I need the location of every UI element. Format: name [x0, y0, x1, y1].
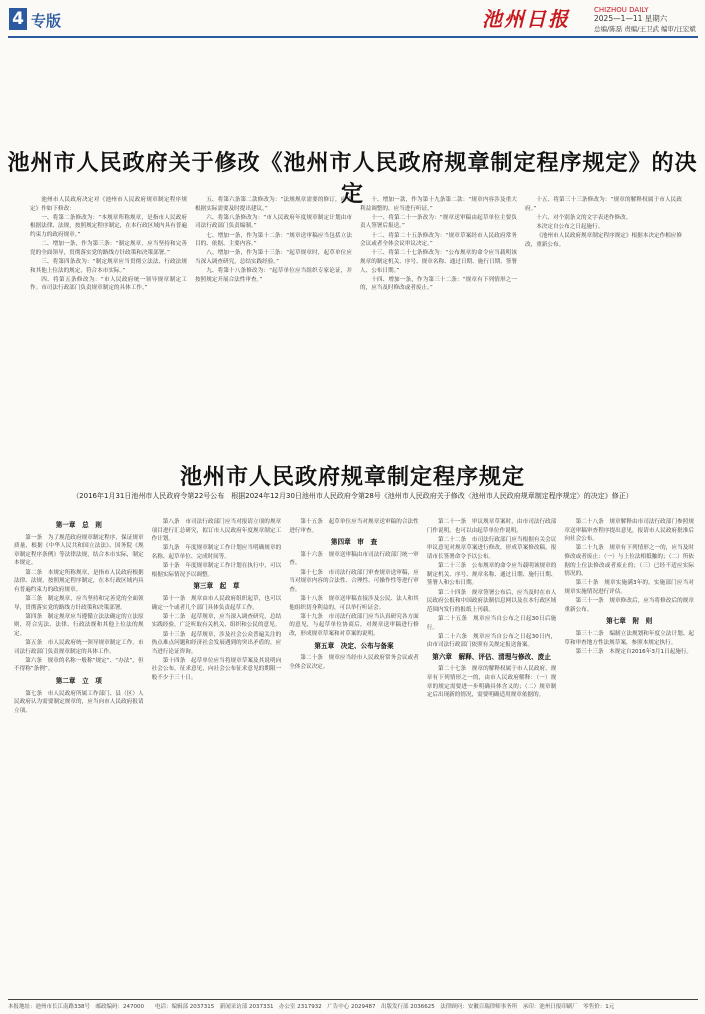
- article2-paragraph: 第二十七条 规章的解释权属于市人民政府。规章有下列情形之一的，由市人民政府解释：（一）规章的规定需要进一步明确具体含义的；（二）规章制定后出现新的情况，需要明确适用规章依据的。: [426, 666, 557, 699]
- article2-paragraph: 第二十三条 公布规章的命令应当载明该规章的制定机关、序号、规章名称、通过日期、施行日期、签署人和公布日期。: [426, 563, 557, 587]
- article2-paragraph: 第十条 年度规章制定工作计划在执行中，可以根据实际情况予以调整。: [151, 563, 282, 578]
- article2-paragraph: 第三条 制定规章，应当坚持和完善党的全面领导，贯彻落实党的路线方针政策和决策部署。: [14, 595, 144, 611]
- article1-paragraph: 十二、将第二十五条修改为：“规章草案经市人民政府常务会议或者全体会议审议决定。”: [360, 232, 517, 248]
- article1-paragraph: 十三、将第二十七条修改为：“公布规章的命令应当载明该规章的制定机关、序号、规章名称、通过日期、施行日期、签署人、公布日期。”: [360, 250, 517, 274]
- article2-column: [14, 518, 144, 1000]
- article2-paragraph: 第二条 本规定所称规章，是指市人民政府根据法律、法规，按照规定程序制定，在本行政区域内具有普遍约束力的政府规章。: [14, 569, 144, 593]
- article1-paragraph: 五、将第六条第二款修改为：“法规规章需要的修订，应当根据实际需要及时提出建议。”: [195, 197, 352, 212]
- newspaper-logo-subtitle: CHIZHOU DAILY: [594, 6, 649, 14]
- editor-credits: 总编/陈磊 责编/王卫武 编审/汪宏斌: [594, 25, 696, 33]
- chapter-heading: 第二章 立 项: [55, 677, 102, 686]
- article1-paragraph: 池州市人民政府决定对《池州市人民政府规章制定程序规定》作如下修改：: [30, 197, 187, 212]
- masthead: [0, 0, 705, 38]
- article2-paragraph: 第十三条 起草规章，涉及社会公众普遍关注的热点难点问题和经济社会发展遇到的突出矛盾的，应当进行论证咨询。: [151, 631, 282, 655]
- article2-paragraph: 第八条 市司法行政部门应当对报请立项的规章项目进行汇总研究，拟订市人民政府年度规章制定工作计划。: [151, 519, 282, 543]
- article2-paragraph: 第九条 年度规章制定工作计划应当明确规章的名称、起草单位、完成时间等。: [151, 545, 282, 560]
- article2-paragraph: 第十二条 起草规章，应当深入调查研究，总结实践经验，广泛听取有关机关、组织和公民的意见。: [151, 613, 282, 629]
- article2-paragraph: 第二十六条 规章应当自公布之日起30日内，由市司法行政部门依照有关规定报送备案。: [426, 633, 557, 649]
- article2-paragraph: 第二十条 规章应当经市人民政府常务会议或者全体会议决定。: [289, 655, 419, 670]
- article1-paragraph: 十五、将第三十三条修改为：“规章的解释权属于市人民政府。”: [525, 197, 682, 212]
- masthead-divider: [8, 36, 698, 38]
- article1-paragraph: 七、增加一条，作为第十二条：“规章送审稿应当包括立法目的、依据、主要内容。”: [195, 232, 352, 248]
- article2-paragraph: 第二十九条 规章有下列情形之一的，应当及时修改或者废止：（一）与上位法相抵触的；（二）所依据的上位法修改或者废止的；（三）已经不适应实际情况的。: [564, 545, 694, 578]
- article1-body: [30, 196, 682, 448]
- chapter-heading: 第五章 决定、公布与备案: [314, 641, 394, 650]
- article1-title: 池州市人民政府关于修改《池州市人民政府规章制定程序规定》的决定: [7, 150, 698, 207]
- section-name: 专版: [31, 12, 62, 30]
- footer-info: 本报地址：池州市长江南路338号 邮政编码：247000 电话：编辑部 2037315 新闻采访部 2037331 办公室 2317932 广告中心 2029487 出版发行部 2036625 法律顾问：安徽百瑞律师事务所 承印：池州日报印刷厂 零售价：1元: [8, 1004, 615, 1010]
- footer-divider: [8, 999, 698, 1000]
- article2-paragraph: 第三十二条 编制立法规划和年度立法计划、起草和审查地方性法规草案，参照本规定执行。: [564, 630, 694, 646]
- article2-paragraph: 第四条 制定规章应当遵循立法法确定的立法原则，符合宪法、法律、行政法规和其他上位法的规定。: [14, 613, 144, 637]
- article2-paragraph: 第二十一条 审议规章草案时，由市司法行政部门作说明，也可以由起草单位作说明。: [426, 519, 557, 534]
- article2-column: [152, 518, 282, 1000]
- article2-paragraph: 第五条 市人民政府统一领导规章制定工作。市司法行政部门负责规章制定的具体工作。: [14, 640, 144, 655]
- article1-paragraph: 八、增加一条，作为第十三条：“起草规章时，起草单位应当深入调查研究，总结实践经验。”: [195, 250, 352, 265]
- article2-paragraph: 第十七条 市司法行政部门审查规章送审稿，应当对规章内容的合法性、合理性、可操作性等进行审查。: [289, 569, 419, 593]
- chapter-heading: 第七章 附 则: [606, 617, 653, 626]
- article2-column: [289, 518, 419, 1000]
- article1-paragraph: 三、将第四条改为：“制定规章应当贯彻立法法、行政法规和其他上位法的规定，符合本市实际。”: [30, 258, 187, 274]
- article1-column: [30, 196, 187, 448]
- chapter-heading: 第三章 起 草: [193, 582, 240, 591]
- article1-paragraph: 本决定自公布之日起施行。: [536, 223, 604, 230]
- chapter-heading: 第一章 总 则: [55, 521, 102, 529]
- article2-column: [427, 518, 557, 1000]
- chapter-heading: 第六章 解释、评估、清理与修改、废止: [432, 652, 551, 661]
- article2-paragraph: 第二十二条 市司法行政部门应当根据有关会议审议意见对规章草案进行修改，形成草案修改稿，报请市长签署命令予以公布。: [426, 536, 557, 560]
- article1-paragraph: 六、将第八条修改为：“市人民政府年度规章制定计划由市司法行政部门负责编制。”: [195, 214, 352, 230]
- article1-column: [360, 196, 517, 448]
- article2-title: 池州市人民政府规章制定程序规定: [179, 464, 525, 490]
- article1-paragraph: 一、将第二条修改为：“本规章所称规章，是指市人民政府根据法律、法规，按照规定程序制定，在本行政区域内具有普遍约束力的政府规章。”: [30, 214, 187, 238]
- article2-paragraph: 第十九条 市司法行政部门应当认真研究各方面的意见，与起草单位协商后，对规章送审稿进行修改，形成规章草案和对草案的说明。: [289, 613, 419, 637]
- article1-paragraph: 十一、将第二十一条改为：“规章送审稿由起草单位主要负责人签署后报送。”: [360, 214, 517, 230]
- article1-paragraph: 四、将第五条修改为：“市人民政府统一领导规章制定工作。市司法行政部门负责规章制定的具体工作。”: [30, 276, 187, 292]
- article1-paragraph: 十四、增加一条，作为第三十二条：“规章有下列情形之一的，应当及时修改或者废止。”: [360, 276, 517, 292]
- article2-paragraph: 第三十条 规章实施满3年的，实施部门应当对规章实施情况进行评估。: [564, 580, 694, 595]
- article1-paragraph: 《池州市人民政府规章制定程序规定》根据本决定作相应修改，重新公布。: [525, 233, 682, 248]
- article2-paragraph: 第十五条 起草单位应当对规章送审稿的合法性进行审查。: [289, 519, 419, 534]
- article1-paragraph: 九、将第十八条修改为：“起草单位应当组织专家论证，并按照规定开展合法性审查。”: [195, 268, 352, 283]
- article2-paragraph: 第一条 为了规范政府规章制定程序，保证规章质量，根据《中华人民共和国立法法》、国务院《规章制定程序条例》等法律法规，结合本市实际，制定本规定。: [14, 534, 144, 567]
- article2-column: [564, 518, 694, 1000]
- chapter-heading: 第四章 审 查: [330, 538, 378, 547]
- article2-subtitle: （2016年1月31日池州市人民政府令第22号公布 根据2024年12月30日池州市人民政府令第28号《池州市人民政府关于修改〈池州市人民政府规章制定程序规定〉的决定》修正）: [72, 492, 633, 500]
- issue-date: 2025—1—11 星期六: [594, 14, 668, 23]
- article2-paragraph: 第二十八条 规章解释由市司法行政部门参照规章送审稿审查程序提出意见，报请市人民政府批准后向社会公布。: [564, 519, 694, 543]
- article2-paragraph: 第六条 规章的名称一般称“规定”、“办法”，但不得称“条例”。: [14, 657, 144, 673]
- article1-paragraph: 二、增加一条，作为第三条：“制定规章，应当坚持和完善党的全面领导，贯彻落实党的路线方针政策和决策部署。”: [30, 241, 187, 256]
- article1-column: [525, 196, 682, 448]
- article1-column: [195, 196, 352, 448]
- article2-paragraph: 第三十一条 规章修改后，应当将修改后的规章重新公布。: [564, 598, 694, 613]
- article2-paragraph: 第十六条 规章送审稿由市司法行政部门统一审查。: [289, 551, 419, 567]
- article2-paragraph: 第三十三条 本规定自2016年3月1日起施行。: [575, 648, 693, 655]
- article1-paragraph: 十六、对个别条文的文字表述作修改。: [536, 214, 632, 221]
- article2-paragraph: 第十四条 起草单位应当将规章草案及其说明向社会公布，征求意见，向社会公布征求意见的期限一般不少于三十日。: [151, 657, 282, 682]
- article2-paragraph: 第十八条 规章送审稿直接涉及公民、法人和其他组织切身利益的，可以举行听证会。: [289, 595, 419, 611]
- article2-paragraph: 第七条 市人民政府所属工作部门、县（区）人民政府认为需要制定规章的，应当向市人民政府报请立项。: [14, 690, 144, 714]
- article2-paragraph: 第二十四条 规章签署公布后，应当及时在市人民政府公报和中国政府法制信息网以及在本行政区域范围内发行的报纸上刊载。: [426, 589, 557, 613]
- article1-paragraph: 十、增加一款，作为第十九条第二款：“规章内容涉及重大利益调整的，应当进行听证。”: [360, 197, 517, 212]
- newspaper-logo: 池州日报: [482, 7, 570, 31]
- article2-paragraph: 第二十五条 规章应当自公布之日起30日后施行。: [426, 615, 557, 631]
- article2-body: [14, 518, 694, 1000]
- article2-paragraph: 第十一条 规章由市人民政府组织起草，也可以确定一个或者几个部门具体负责起草工作。: [151, 595, 282, 611]
- page-number-badge: 4: [9, 8, 27, 30]
